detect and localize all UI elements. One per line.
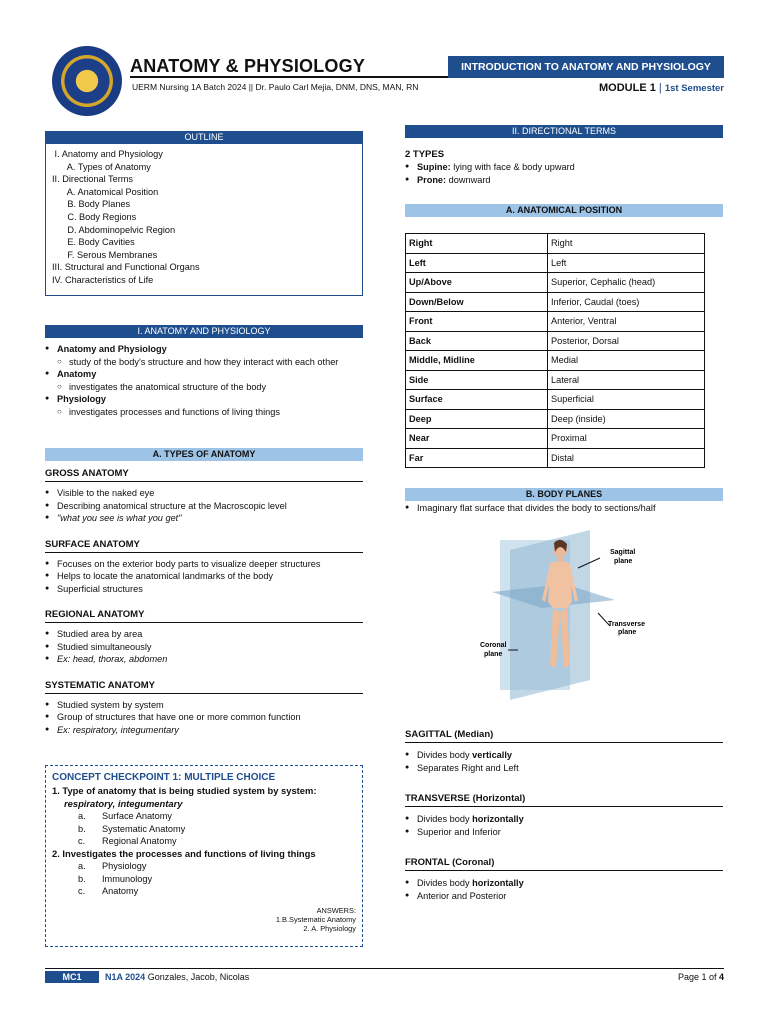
systematic-anatomy-list <box>45 699 363 737</box>
list-item: ● Superficial structures <box>45 583 363 596</box>
list-item: ● Divides body horizontally <box>405 877 723 890</box>
section-heading: I. ANATOMY AND PHYSIOLOGY <box>45 325 363 338</box>
university-seal-logo <box>52 46 122 116</box>
list-item: ● Ex: respiratory, integumentary <box>45 724 363 737</box>
term-cell: Back <box>406 331 548 351</box>
list-item: ● Prone: downward <box>405 174 723 187</box>
definition-list <box>45 343 363 356</box>
choice-option: a. Surface Anatomy <box>78 811 172 821</box>
meaning-cell: Inferior, Caudal (toes) <box>548 292 705 312</box>
term-cell: Left <box>406 253 548 273</box>
transverse-title: TRANSVERSE (Horizontal) <box>405 793 723 807</box>
position-types-list <box>405 161 723 186</box>
anatomical-position <box>405 204 723 468</box>
list-item: ● Studied system by system <box>45 699 363 712</box>
term-cell: Far <box>406 448 548 468</box>
outline-heading: OUTLINE <box>45 131 363 144</box>
answers-label: ANSWERS: <box>316 905 356 915</box>
left-column <box>45 131 363 296</box>
sagittal-list <box>405 749 723 774</box>
sagittal-title: SAGITTAL (Median) <box>405 729 723 743</box>
meaning-cell: Medial <box>548 351 705 371</box>
term-cell: Front <box>406 312 548 332</box>
table-row <box>406 351 705 371</box>
types-label: 2 TYPES <box>405 149 445 160</box>
choice-option: c. Anatomy <box>78 886 139 896</box>
sub-list <box>57 356 363 369</box>
surface-anatomy-title: SURFACE ANATOMY <box>45 539 363 553</box>
answer-1: 1.B.Systematic Anatomy <box>275 914 356 924</box>
list-item: ● Anterior and Posterior <box>405 890 723 903</box>
module-label <box>599 82 724 94</box>
term-cell: Up/Above <box>406 273 548 293</box>
term-cell: Near <box>406 429 548 449</box>
outline-item: F. Serous Membranes <box>52 249 158 260</box>
meaning-cell: Deep (inside) <box>548 409 705 429</box>
meaning-cell: Posterior, Dorsal <box>548 331 705 351</box>
outline-item: E. Body Cavities <box>52 237 135 248</box>
meaning-cell: Distal <box>548 448 705 468</box>
course-code-badge: MC1 <box>45 971 99 983</box>
list-item: ● Group of structures that have one or more common function <box>45 711 363 724</box>
frontal-title: FRONTAL (Coronal) <box>405 857 723 871</box>
page-footer <box>45 968 724 982</box>
section-heading: A. TYPES OF ANATOMY <box>45 448 363 461</box>
coronal-plane-shape <box>510 530 590 700</box>
transverse-list <box>405 813 723 838</box>
meaning-cell: Lateral <box>548 370 705 390</box>
meaning-cell: Superior, Cephalic (head) <box>548 273 705 293</box>
table-row <box>406 292 705 312</box>
list-item: ● Physiology <box>45 393 363 406</box>
document-title: ANATOMY & PHYSIOLOGY <box>130 56 366 76</box>
footer-authors <box>105 971 249 983</box>
table-row <box>406 312 705 332</box>
outline-item: C. Body Regions <box>52 211 137 222</box>
frontal-section <box>405 857 723 902</box>
term-cell: Down/Below <box>406 292 548 312</box>
list-item: ● Focuses on the exterior body parts to visualize deeper structures <box>45 558 363 571</box>
meaning-cell: Proximal <box>548 429 705 449</box>
list-item: ● Divides body vertically <box>405 749 723 762</box>
list-item: ● Describing anatomical structure at the Macroscopic level <box>45 500 363 513</box>
topic-banner: INTRODUCTION TO ANATOMY AND PHYSIOLOGY <box>448 56 724 78</box>
term-cell: Middle, Midline <box>406 351 548 371</box>
systematic-anatomy-title: SYSTEMATIC ANATOMY <box>45 680 363 694</box>
question-1-detail: respiratory, integumentary <box>64 797 183 809</box>
gross-anatomy-list <box>45 487 363 525</box>
term-cell: Right <box>406 234 548 254</box>
sagittal-section <box>405 729 723 774</box>
planes-list <box>405 502 723 515</box>
body-planes <box>405 488 723 515</box>
coronal-label: Coronal <box>480 642 507 649</box>
directional-terms-table <box>405 233 705 468</box>
outline-item: B. Body Planes <box>52 199 131 210</box>
choice-option: b. Systematic Anatomy <box>78 823 186 834</box>
list-item: ● Anatomy <box>45 368 363 381</box>
table-row <box>406 273 705 293</box>
outline-box <box>45 144 363 296</box>
list-item: ● Helps to locate the anatomical landmarks of the body <box>45 570 363 583</box>
choice-option: a. Physiology <box>78 861 147 871</box>
table-row <box>406 234 705 254</box>
meaning-cell: Right <box>548 234 705 254</box>
section-heading: B. BODY PLANES <box>405 488 723 501</box>
sagittal-label-2: plane <box>614 558 633 565</box>
answer-key <box>52 906 356 933</box>
outline-item: A. Types of Anatomy <box>52 161 151 172</box>
module-number: MODULE 1 <box>599 82 656 94</box>
list-item: ● Supine: lying with face & body upward <box>405 161 723 174</box>
section-heading: II. DIRECTIONAL TERMS <box>405 125 723 138</box>
outline-list <box>52 148 356 287</box>
list-item: ● Separates Right and Left <box>405 762 723 775</box>
document-subtitle: UERM Nursing 1A Batch 2024 || Dr. Paulo Carl Mejia, DNM, DNS, MAN, RN <box>132 82 419 92</box>
meaning-cell: Superficial <box>548 390 705 410</box>
outline-item: I. Anatomy and Physiology <box>52 149 163 159</box>
list-item: ○ study of the body's structure and how they interact with each other <box>57 356 363 369</box>
regional-anatomy-title: REGIONAL ANATOMY <box>45 609 363 623</box>
choice-option: b. Immunology <box>78 873 153 884</box>
list-item: ● Divides body horizontally <box>405 813 723 826</box>
outline-item: A. Anatomical Position <box>52 186 159 197</box>
checkpoint-title: CONCEPT CHECKPOINT 1: MULTIPLE CHOICE <box>52 772 276 783</box>
term-cell: Surface <box>406 390 548 410</box>
table-row <box>406 370 705 390</box>
question-2: 2. Investigates the processes and functions of living things <box>52 847 316 859</box>
gross-anatomy-title: GROSS ANATOMY <box>45 468 363 482</box>
list-item: ● Superior and Inferior <box>405 826 723 839</box>
title-divider <box>130 76 448 78</box>
list-item: ● Visible to the naked eye <box>45 487 363 500</box>
concept-checkpoint <box>45 765 363 947</box>
section-anatomy-physiology <box>45 325 363 418</box>
list-item: ● "what you see is what you get" <box>45 512 363 525</box>
list-item: ○ investigates processes and functions of living things <box>57 406 363 419</box>
choice-option: c. Regional Anatomy <box>78 836 177 846</box>
batch-label: N1A 2024 <box>105 972 146 982</box>
term-cell: Deep <box>406 409 548 429</box>
table-row <box>406 331 705 351</box>
question-1: 1. Type of anatomy that is being studied system by system: <box>52 785 317 796</box>
surface-anatomy-list <box>45 558 363 596</box>
table-row <box>406 448 705 468</box>
semester-label: 1st Semester <box>664 83 724 94</box>
outline-item: II. Directional Terms <box>52 174 134 185</box>
page-number: Page 1 of 4 <box>677 972 724 982</box>
list-item: ● Imaginary flat surface that divides the body to sections/half <box>405 502 723 515</box>
meaning-cell: Left <box>548 253 705 273</box>
outline-item: D. Abdominopelvic Region <box>52 224 176 235</box>
term-cell: Side <box>406 370 548 390</box>
table-row <box>406 390 705 410</box>
module-separator: | <box>658 82 662 94</box>
outline-item: IV. Characteristics of Life <box>52 274 154 285</box>
transverse-section <box>405 793 723 838</box>
outline-item: III. Structural and Functional Organs <box>52 262 200 273</box>
author-names: Gonzales, Jacob, Nicolas <box>145 972 250 982</box>
transverse-label-2: plane <box>618 629 637 636</box>
answer-2: 2. A. Physiology <box>303 923 356 933</box>
page-header <box>44 44 724 124</box>
body-planes-figure <box>470 530 670 702</box>
table-row <box>406 429 705 449</box>
regional-anatomy-list <box>45 628 363 666</box>
meaning-cell: Anterior, Ventral <box>548 312 705 332</box>
transverse-label: Transverse <box>608 621 645 628</box>
list-item: ○ investigates the anatomical structure of the body <box>57 381 363 394</box>
section-heading: A. ANATOMICAL POSITION <box>405 204 723 217</box>
types-of-anatomy <box>45 448 363 736</box>
sagittal-label: Sagittal <box>610 549 636 556</box>
directional-terms <box>405 125 723 186</box>
list-item: ● Studied simultaneously <box>45 641 363 654</box>
list-item: ● Anatomy and Physiology <box>45 343 363 356</box>
frontal-list <box>405 877 723 902</box>
list-item: ● Studied area by area <box>45 628 363 641</box>
table-row <box>406 409 705 429</box>
list-item: ● Ex: head, thorax, abdomen <box>45 653 363 666</box>
coronal-label-2: plane <box>484 651 503 658</box>
table-row <box>406 253 705 273</box>
